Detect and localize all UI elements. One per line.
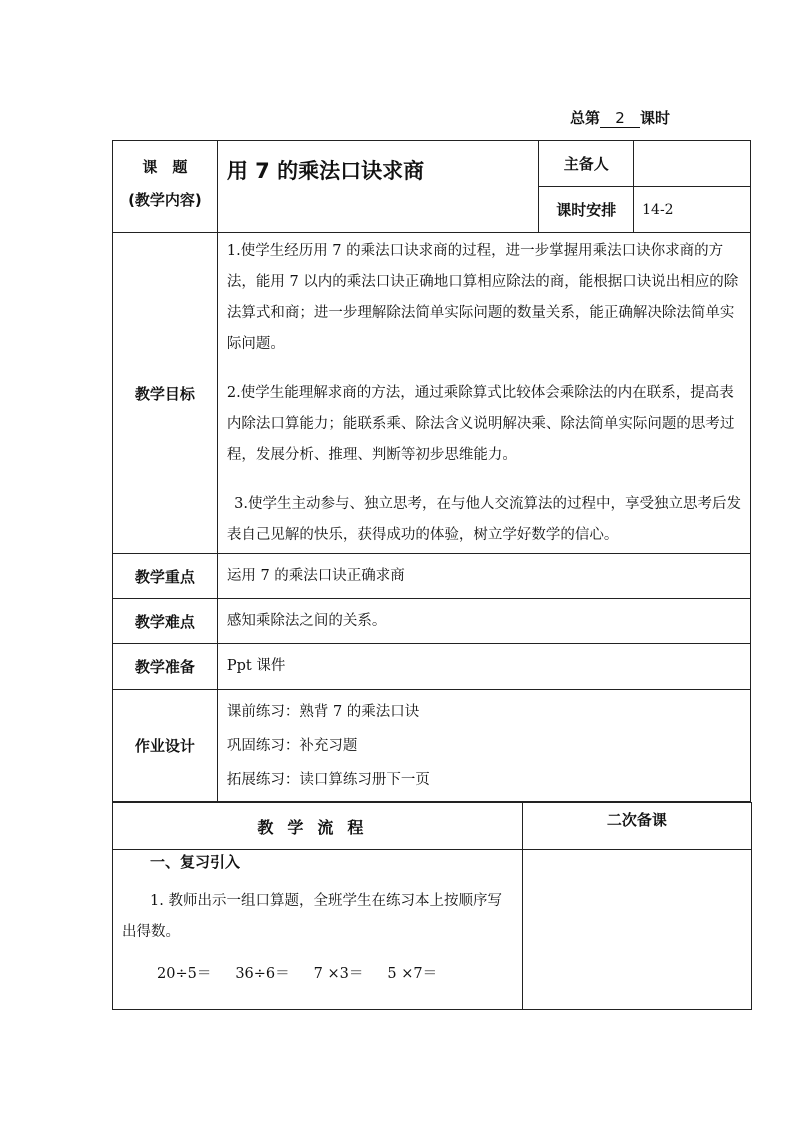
key-points-label: 教学重点 xyxy=(113,554,218,599)
expression: 36÷6＝ xyxy=(235,966,290,982)
difficulties-value: 感知乘除法之间的关系。 xyxy=(217,599,750,644)
topic-sublabel: (教学内容) xyxy=(128,190,202,209)
homework-content xyxy=(217,690,750,802)
topic-label-cell xyxy=(113,141,218,233)
objectives-content xyxy=(217,233,750,554)
schedule-label: 课时安排 xyxy=(539,187,634,233)
preparer-label: 主备人 xyxy=(539,141,634,187)
teaching-flow-body xyxy=(113,850,523,1010)
homework-item: 课前练习：熟背 7 的乘法口诀 xyxy=(226,703,420,720)
topic-title: 用 7 的乘法口诀求商 xyxy=(217,141,538,233)
homework-item: 拓展练习：读口算练习册下一页 xyxy=(226,771,430,788)
objective-3: 3.使学生主动参与、独立思考，在与他人交流算法的过程中，享受独立思考后发表自己见解的快乐，获得成功的体验，树立学好数学的信心。 xyxy=(226,495,741,543)
lesson-number-suffix: 课时 xyxy=(640,109,671,127)
teaching-flow-header: 教学流程 xyxy=(113,803,523,850)
lesson-number-header xyxy=(570,107,670,128)
teaching-flow-table xyxy=(112,802,752,1010)
objective-2: 2.使学生能理解求商的方法，通过乘除算式比较体会乘除法的内在联系，提高表内除法口算能力；能联系乘、除法含义说明解决乘、除法简单实际问题的思考过程，发展分析、推理、判断等初步思维能力。 xyxy=(226,384,735,463)
lesson-plan-table xyxy=(112,140,751,802)
schedule-value: 14-2 xyxy=(634,187,751,233)
expression: 5 ×7＝ xyxy=(387,966,438,982)
expression: 20÷5＝ xyxy=(157,966,212,982)
expression-row xyxy=(113,948,522,986)
lesson-number: 2 xyxy=(600,109,640,128)
lesson-number-prefix: 总第 xyxy=(570,109,601,127)
topic-label: 课 题 xyxy=(142,157,188,176)
key-points-value: 运用 7 的乘法口诀正确求商 xyxy=(217,554,750,599)
preparer-value xyxy=(634,141,751,187)
objective-1: 1.使学生经历用 7 的乘法口诀求商的过程，进一步掌握用乘法口诀你求商的方法，能用 7 以内的乘法口诀正确地口算相应除法的商，能根据口诀说出相应的除法算式和商；进一步理解除法简单实际问题的数量关系，能正确解决除法简单实际问题。 xyxy=(226,242,739,352)
preparation-value: Ppt 课件 xyxy=(217,644,750,690)
step-1: 1. 教师出示一组口算题，全班学生在练习本上按顺序写出得数。 xyxy=(122,893,502,940)
difficulties-label: 教学难点 xyxy=(113,599,218,644)
expression: 7 ×3＝ xyxy=(313,966,364,982)
second-prep-body xyxy=(522,850,751,1010)
section-title: 一、复习引入 xyxy=(150,853,241,871)
homework-item: 巩固练习：补充习题 xyxy=(226,737,358,754)
objectives-label: 教学目标 xyxy=(113,233,218,554)
preparation-label: 教学准备 xyxy=(113,644,218,690)
second-prep-header: 二次备课 xyxy=(522,803,751,850)
homework-label: 作业设计 xyxy=(113,690,218,802)
